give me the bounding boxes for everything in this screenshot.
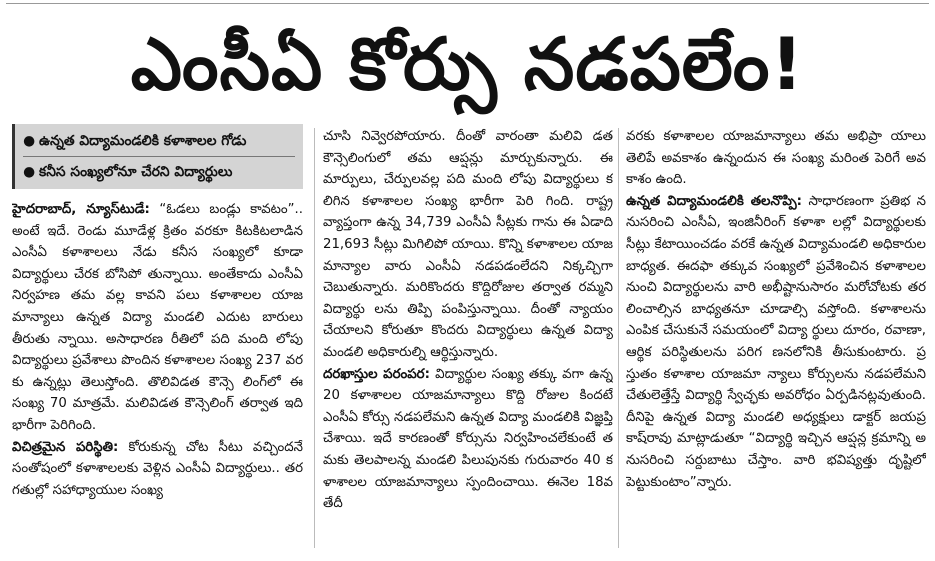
column-divider-1 [314, 128, 315, 548]
paragraph [12, 437, 303, 502]
kicker-1 [23, 128, 295, 154]
bullet-icon: ● [23, 133, 36, 149]
article-column-2 [323, 126, 613, 556]
paragraph-text: చూసి నివ్వెరపోయారు. దీంతో వారంతా మలివి డత కౌన్సెలింగులో తమ ఆప్షన్లు మార్చుకున్నారు. ఈ మార్పులు, చేర్పులవల్ల పది మంది లోపు విద్యార్థులు కలిగిన కళాశాలల సంఖ్య భారీగా పెరి గింది. రాష్ట్ర వ్యాప్తంగా ఉన్న 34,739 ఎంసీఏ సీట్లకు గాను ఈ ఏడాది 21,693 సీట్లు మిగిలిపో యాయి. కొన్ని కళాశాలల యాజమాన్యాల వారు ఎంసీఏ నడపడంలేదని నిక్కచ్చిగా చెబుతున్నారు. మరికొందరు కొద్దిరోజుల తర్వాత రమ్మని విద్యార్థు లను తిప్పి పంపిస్తున్నాయి. దీంతో న్యాయం చేయాలని కోరుతూ కొందరు విద్యార్థులు ఉన్నత విద్యా మండలి అధికారుల్ని ఆర్థిస్తున్నారు. [323, 129, 613, 360]
paragraph-text: కోరుకున్న చోట సీటు వచ్చిందనే సంతోషంలో కళాశాలలకు వెళ్లిన ఎంసీఏ విద్యార్థులు.. తరగతుల్లో సహాధ్యాయుల సంఖ్య [12, 439, 303, 498]
paragraph-text: సాధారణంగా ప్రతిభ ననుసరించి ఎంసీఏ, ఇంజినీరింగ్‌ కళాశా లల్లో విద్యార్థులకు సీట్లు కేటాయించడం వరకే ఉన్నత విద్యామండలి అధికారుల బాధ్యత. ఈదఫా తక్కువ సంఖ్యలో ప్రవేశించిన కళాశాలల నుంచి విద్యార్థులను వారి అభీష్టానుసారం మరోచోటకు తరలించాల్సిన బాధ్యతనూ చూడాల్సి వస్తోంది. కళాశాలను ఎంపిక చేసుకునే సమయంలో విద్యా ర్థులు దూరం, రవాణా, ఆర్థిక పరిస్థితులను పరిగ ణనలోనికి తీసుకుంటారు. ప్రస్తుతం కళాశాల యాజమా న్యాలు కోర్సులను నడపలేమని చేతులెత్తేస్తే విద్యార్థి స్వేచ్ఛకు అవరోధం ఏర్పడినట్లవుతుంది. దీనిపై ఉన్నత విద్యా మండలి అధ్యక్షులు డాక్టర్‌ జయప్ర కాష్‌రావు మాట్లాడుతూ “విద్యార్థి ఇచ్చిన ఆప్షన్ల క్రమాన్ని అనుసరించి సర్దుబాటు చేస్తాం. వారి భవిష్యత్తు దృష్టిలో పెట్టుకుంటాం”న్నారు. [626, 193, 926, 490]
paragraph-text: విద్యార్థుల సంఖ్య తక్కు వగా ఉన్న 20 కళాశాలల యాజమాన్యాలు కొద్ది రోజుల కిందటే ఎంసీఏ కోర్సు నడపలేమని ఉన్నత విద్యా మండలికి విజ్ఞప్తి చేశాయి. ఇదే కారణంతో కోర్సును నిర్వహించలేకుంటే తమకు తెలపాలన్న మండలి పిలుపునకు గురువారం 40 కళాశాలల యాజమాన్యాలు స్పందించాయి. ఈనెల 18వ తేదీ [323, 366, 613, 512]
subhead: ఉన్నత విద్యామండలికి తలనొప్పి: [626, 193, 802, 209]
paragraph-text: “ఓడలు బండ్లు కావటం”.. అంటే ఇదే. రెండు మూడేళ్ల క్రితం వరకూ కిటకిటలాడిన ఎంసీఏ కళాశాలలు నేడు కనీస సంఖ్యలో కూడా విద్యార్థులు చేరక బోసిపో తున్నాయి. అంతేకాదు ఎంసీఏ నిర్వహణ తమ వల్ల కావని పలు కళాశాలల యాజమాన్యాలు ఉన్నత విద్యా మండలి ఎదుట బారులు తీరుతు న్నాయి. అసాధారణ రీతిలో పది మంది లోపు విద్యార్థులు ప్రవేశాలు పొందిన కళాశాలల సంఖ్య 237 వరకు ఉన్నట్లు తెలుస్తోంది. తొలివిడత కౌన్సె లింగ్‌లో ఈ సంఖ్య 70 మాత్రమే. మలివిడత కౌన్సెలింగ్‌ తర్వాత ఇది భారీగా పెరిగింది. [12, 202, 303, 433]
top-rule [6, 3, 929, 4]
subhead: దరఖాస్తుల పరంపర: [323, 366, 430, 382]
article-column-3 [626, 126, 926, 556]
headline: ఎంసీఏ కోర్సు నడపలేం! [130, 22, 805, 106]
subhead: విచిత్రమైన పరిస్థితి: [12, 439, 119, 455]
bullet-icon: ● [23, 164, 36, 180]
paragraph [626, 191, 926, 493]
paragraph [323, 364, 613, 515]
dateline: హైదరాబాద్‌, న్యూస్‌టుడే: [12, 202, 150, 217]
kicker-2 [23, 159, 295, 185]
paragraph [12, 199, 303, 437]
article-column-1 [12, 124, 303, 554]
kicker-box [12, 124, 303, 189]
paragraph [323, 126, 613, 364]
paragraph [626, 126, 926, 191]
kicker-1-text: ఉన్నత విద్యామండలికి కళాశాలల గోడు [39, 133, 247, 149]
paragraph-text: వరకు కళాశాలల యాజమాన్యాలు తమ అభిప్రా యాలు తెలిపే అవకాశం ఉన్నందున ఈ సంఖ్య మరింత పెరిగే అవకాశం ఉంది. [626, 129, 926, 188]
kicker-divider [23, 156, 295, 157]
column-divider-2 [618, 128, 619, 548]
kicker-2-text: కనీస సంఖ్యలోనూ చేరని విద్యార్థులు [39, 164, 233, 180]
